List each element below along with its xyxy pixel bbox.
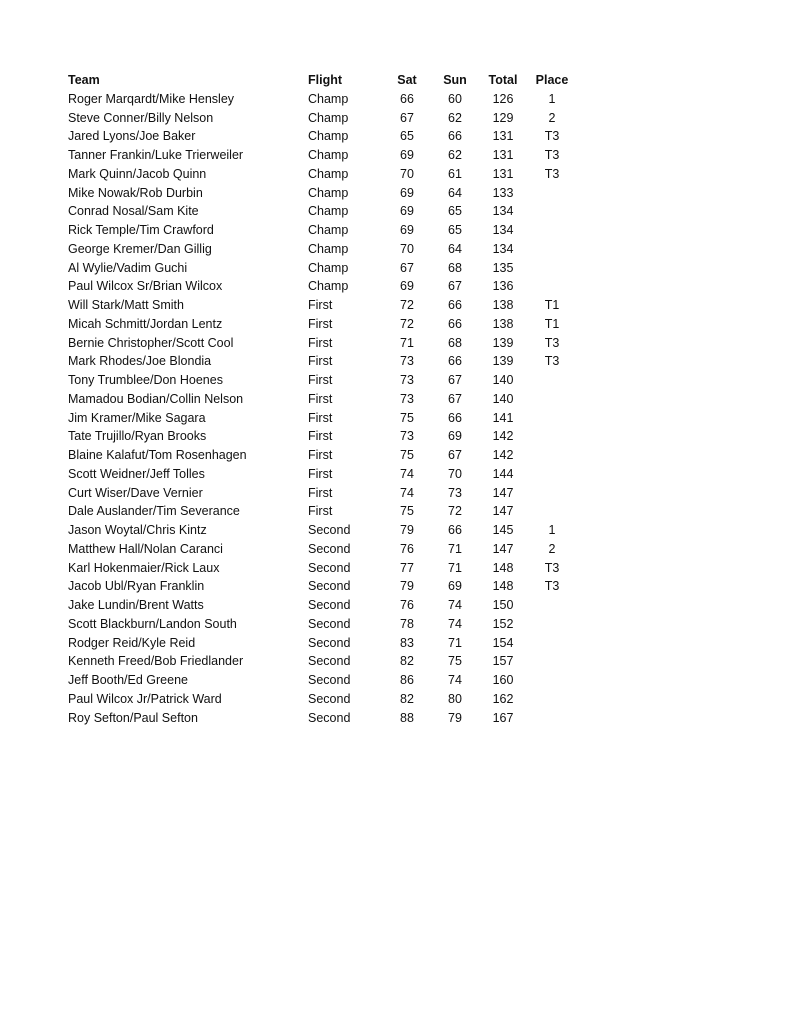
cell-place <box>532 390 572 409</box>
cell-flight: Second <box>308 673 351 687</box>
cell-sat: 67 <box>400 110 414 125</box>
cell-flight: Second <box>308 654 351 669</box>
cell-flight: Champ <box>308 129 349 144</box>
cell-sun: 71 <box>448 541 462 556</box>
cell-flight: Champ <box>308 241 349 256</box>
cell-total: 147 <box>492 485 514 500</box>
cell-sun: 66 <box>448 316 462 331</box>
cell-place <box>532 502 572 521</box>
cell-team: Mike Nowak/Rob Durbin <box>68 185 203 200</box>
table-row <box>68 559 572 578</box>
table-row <box>68 259 572 278</box>
table-row <box>68 671 572 690</box>
table-row <box>68 502 572 521</box>
cell-sun: 66 <box>448 298 462 312</box>
cell-total: 162 <box>492 691 514 706</box>
cell-place: 1 <box>548 91 556 106</box>
cell-place <box>532 259 572 278</box>
cell-place: T3 <box>544 166 560 181</box>
table-row <box>68 109 572 128</box>
table-row <box>68 146 572 165</box>
cell-flight: First <box>308 448 333 462</box>
cell-sun: 67 <box>448 373 462 387</box>
table-row <box>68 277 572 296</box>
cell-sat: 86 <box>400 673 414 687</box>
table-row <box>68 409 572 428</box>
header-sat: Sat <box>397 73 417 87</box>
table-row <box>68 202 572 221</box>
cell-sat: 73 <box>400 373 414 387</box>
cell-flight: First <box>308 335 333 350</box>
cell-sat: 75 <box>400 504 414 519</box>
cell-sat: 70 <box>400 241 414 256</box>
cell-sun: 69 <box>448 579 462 594</box>
cell-sun: 64 <box>448 241 462 256</box>
cell-sun: 75 <box>448 654 462 669</box>
cell-team: Tanner Frankin/Luke Trierweiler <box>68 148 244 162</box>
cell-total: 140 <box>492 391 514 406</box>
cell-flight: Second <box>308 710 351 725</box>
cell-place: T3 <box>544 354 560 369</box>
cell-flight: First <box>308 316 333 331</box>
cell-sun: 79 <box>448 710 462 725</box>
table-row <box>68 446 572 465</box>
cell-flight: Second <box>308 616 351 631</box>
cell-sat: 73 <box>400 391 414 406</box>
cell-flight: Champ <box>308 185 349 200</box>
cell-place <box>532 409 572 428</box>
cell-sat: 72 <box>400 316 414 331</box>
cell-place: T3 <box>544 579 560 594</box>
cell-total: 134 <box>492 204 514 219</box>
cell-place <box>532 690 572 709</box>
cell-total: 131 <box>492 148 514 162</box>
cell-place <box>532 465 572 484</box>
table-row <box>68 465 572 484</box>
cell-team: Jason Woytal/Chris Kintz <box>68 523 207 537</box>
cell-sun: 71 <box>448 560 462 575</box>
cell-team: Dale Auslander/Tim Severance <box>68 504 240 519</box>
cell-sun: 67 <box>448 279 462 294</box>
table-row <box>68 184 572 203</box>
cell-sat: 67 <box>400 260 414 275</box>
cell-team: Al Wylie/Vadim Guchi <box>68 260 188 275</box>
cell-flight: First <box>308 504 333 519</box>
header-total: Total <box>488 73 518 87</box>
cell-sat: 69 <box>400 185 414 200</box>
cell-flight: Champ <box>308 166 349 181</box>
header-row <box>68 71 572 90</box>
cell-sun: 62 <box>448 148 462 162</box>
cell-sun: 70 <box>448 466 462 481</box>
table-row <box>68 652 572 671</box>
cell-sun: 66 <box>448 410 462 425</box>
cell-total: 139 <box>492 354 514 369</box>
cell-team: Scott Weidner/Jeff Tolles <box>68 466 205 481</box>
cell-flight: Second <box>308 579 351 594</box>
cell-sun: 71 <box>448 635 462 650</box>
table-row <box>68 596 572 615</box>
cell-place <box>532 615 572 634</box>
cell-team: Kenneth Freed/Bob Friedlander <box>68 654 244 669</box>
cell-place: T3 <box>544 148 560 162</box>
table-row <box>68 634 572 653</box>
cell-sun: 69 <box>448 429 462 444</box>
cell-team: Jacob Ubl/Ryan Franklin <box>68 579 205 594</box>
cell-total: 134 <box>492 223 514 237</box>
cell-team: Paul Wilcox Jr/Patrick Ward <box>68 691 222 706</box>
cell-team: Matthew Hall/Nolan Caranci <box>68 541 223 556</box>
table-row <box>68 521 572 540</box>
cell-sun: 67 <box>448 391 462 406</box>
cell-sat: 72 <box>400 298 414 312</box>
cell-sat: 79 <box>400 523 414 537</box>
cell-team: Tony Trumblee/Don Hoenes <box>68 373 223 387</box>
cell-sat: 75 <box>400 448 414 462</box>
cell-sat: 69 <box>400 279 414 294</box>
cell-team: Rodger Reid/Kyle Reid <box>68 635 196 650</box>
cell-sat: 73 <box>400 354 414 369</box>
cell-team: George Kremer/Dan Gillig <box>68 241 212 256</box>
cell-sun: 73 <box>448 485 462 500</box>
cell-team: Jim Kramer/Mike Sagara <box>68 410 206 425</box>
cell-sat: 83 <box>400 635 414 650</box>
cell-flight: First <box>308 373 333 387</box>
cell-total: 167 <box>492 710 514 725</box>
cell-sun: 68 <box>448 335 462 350</box>
cell-team: Rick Temple/Tim Crawford <box>68 223 214 237</box>
cell-sat: 73 <box>400 429 414 444</box>
cell-flight: Champ <box>308 204 349 219</box>
table-row <box>68 296 572 315</box>
cell-sun: 72 <box>448 504 462 519</box>
cell-place <box>532 277 572 296</box>
cell-flight: Second <box>308 598 351 612</box>
cell-team: Scott Blackburn/Landon South <box>68 616 237 631</box>
cell-sat: 70 <box>400 166 414 181</box>
cell-flight: Champ <box>308 110 349 125</box>
cell-team: Will Stark/Matt Smith <box>68 298 184 312</box>
cell-total: 145 <box>492 523 514 537</box>
cell-sat: 74 <box>400 466 414 481</box>
cell-sun: 65 <box>448 223 462 237</box>
cell-total: 141 <box>492 410 514 425</box>
cell-place <box>532 371 572 390</box>
cell-team: Karl Hokenmaier/Rick Laux <box>68 560 220 575</box>
cell-team: Jared Lyons/Joe Baker <box>68 129 196 144</box>
cell-place: T3 <box>544 129 560 144</box>
cell-total: 150 <box>492 598 514 612</box>
cell-total: 138 <box>492 316 514 331</box>
table-row <box>68 90 572 109</box>
cell-sun: 60 <box>448 91 462 106</box>
cell-flight: First <box>308 354 333 369</box>
cell-total: 138 <box>492 298 514 312</box>
cell-flight: Champ <box>308 91 349 106</box>
cell-total: 147 <box>492 541 514 556</box>
cell-total: 129 <box>492 110 514 125</box>
cell-sat: 71 <box>400 335 414 350</box>
cell-team: Steve Conner/Billy Nelson <box>68 110 214 125</box>
table-row <box>68 334 572 353</box>
cell-sun: 62 <box>448 110 462 125</box>
cell-sat: 76 <box>400 598 414 612</box>
cell-place <box>532 240 572 259</box>
cell-sun: 66 <box>448 523 462 537</box>
cell-place: 1 <box>548 523 556 537</box>
cell-total: 142 <box>492 429 514 444</box>
cell-place <box>532 596 572 615</box>
cell-place: 2 <box>548 110 556 125</box>
cell-team: Conrad Nosal/Sam Kite <box>68 204 199 219</box>
table-row <box>68 127 572 146</box>
cell-total: 140 <box>492 373 514 387</box>
cell-sun: 67 <box>448 448 462 462</box>
cell-total: 148 <box>492 579 514 594</box>
cell-flight: Second <box>308 541 351 556</box>
cell-team: Micah Schmitt/Jordan Lentz <box>68 316 223 331</box>
cell-sat: 69 <box>400 148 414 162</box>
table-row <box>68 690 572 709</box>
cell-sat: 76 <box>400 541 414 556</box>
table-row <box>68 221 572 240</box>
cell-team: Blaine Kalafut/Tom Rosenhagen <box>68 448 247 462</box>
cell-place <box>532 634 572 653</box>
cell-total: 154 <box>492 635 514 650</box>
cell-flight: Champ <box>308 260 349 275</box>
cell-total: 131 <box>492 166 514 181</box>
cell-total: 136 <box>492 279 514 294</box>
table-row <box>68 315 572 334</box>
cell-flight: Champ <box>308 223 349 237</box>
cell-total: 144 <box>492 466 514 481</box>
cell-sat: 79 <box>400 579 414 594</box>
cell-total: 148 <box>492 560 514 575</box>
cell-sat: 69 <box>400 223 414 237</box>
table-header <box>68 71 572 90</box>
table-row <box>68 484 572 503</box>
cell-total: 135 <box>492 260 514 275</box>
cell-team: Jake Lundin/Brent Watts <box>68 598 204 612</box>
cell-flight: Second <box>308 691 351 706</box>
cell-place <box>532 671 572 690</box>
cell-total: 142 <box>492 448 514 462</box>
cell-place <box>532 484 572 503</box>
header-place: Place <box>535 73 569 87</box>
table-row <box>68 540 572 559</box>
results-table <box>68 71 572 727</box>
table-row <box>68 352 572 371</box>
cell-team: Roy Sefton/Paul Sefton <box>68 710 198 725</box>
cell-sun: 64 <box>448 185 462 200</box>
cell-total: 147 <box>492 504 514 519</box>
cell-place: T1 <box>544 298 560 312</box>
cell-place: 2 <box>548 541 556 556</box>
cell-place <box>532 202 572 221</box>
cell-place <box>532 709 572 728</box>
cell-flight: First <box>308 485 333 500</box>
cell-total: 152 <box>492 616 514 631</box>
cell-sun: 74 <box>448 616 462 631</box>
cell-sun: 68 <box>448 260 462 275</box>
cell-flight: Second <box>308 523 351 537</box>
cell-place <box>532 221 572 240</box>
cell-sat: 66 <box>400 91 414 106</box>
header-team: Team <box>68 73 100 87</box>
cell-total: 160 <box>492 673 514 687</box>
cell-sat: 69 <box>400 204 414 219</box>
cell-flight: First <box>308 429 333 444</box>
cell-sat: 74 <box>400 485 414 500</box>
cell-place: T1 <box>544 316 560 331</box>
cell-flight: Champ <box>308 279 349 294</box>
cell-sun: 74 <box>448 598 462 612</box>
table-body <box>68 90 572 728</box>
cell-sat: 82 <box>400 691 414 706</box>
cell-flight: First <box>308 298 333 312</box>
cell-sun: 65 <box>448 204 462 219</box>
table-row <box>68 240 572 259</box>
cell-total: 157 <box>492 654 514 669</box>
table-row <box>68 427 572 446</box>
cell-sat: 78 <box>400 616 414 631</box>
cell-flight: First <box>308 391 333 406</box>
table-row <box>68 615 572 634</box>
cell-flight: Champ <box>308 148 349 162</box>
cell-flight: First <box>308 466 333 481</box>
header-flight: Flight <box>308 73 343 87</box>
cell-sun: 66 <box>448 129 462 144</box>
cell-sat: 75 <box>400 410 414 425</box>
cell-team: Paul Wilcox Sr/Brian Wilcox <box>68 279 223 294</box>
cell-flight: Second <box>308 635 351 650</box>
cell-flight: Second <box>308 560 351 575</box>
cell-team: Mark Quinn/Jacob Quinn <box>68 166 207 181</box>
cell-team: Jeff Booth/Ed Greene <box>68 673 188 687</box>
cell-sat: 82 <box>400 654 414 669</box>
cell-team: Bernie Christopher/Scott Cool <box>68 335 234 350</box>
cell-place <box>532 652 572 671</box>
table-row <box>68 371 572 390</box>
cell-total: 131 <box>492 129 514 144</box>
cell-total: 133 <box>492 185 514 200</box>
cell-total: 139 <box>492 335 514 350</box>
cell-place: T3 <box>544 560 560 575</box>
cell-place: T3 <box>544 335 560 350</box>
cell-team: Curt Wiser/Dave Vernier <box>68 485 203 500</box>
cell-team: Tate Trujillo/Ryan Brooks <box>68 429 207 444</box>
table-row <box>68 709 572 728</box>
cell-total: 134 <box>492 241 514 256</box>
table-row <box>68 165 572 184</box>
cell-total: 126 <box>492 91 514 106</box>
header-sun: Sun <box>443 73 467 87</box>
cell-place <box>532 446 572 465</box>
cell-team: Mark Rhodes/Joe Blondia <box>68 354 212 369</box>
cell-sun: 66 <box>448 354 462 369</box>
cell-sun: 74 <box>448 673 462 687</box>
cell-sat: 77 <box>400 560 414 575</box>
cell-place <box>532 184 572 203</box>
table-row <box>68 390 572 409</box>
cell-sun: 80 <box>448 691 462 706</box>
table-row <box>68 577 572 596</box>
cell-flight: First <box>308 410 333 425</box>
cell-team: Mamadou Bodian/Collin Nelson <box>68 391 244 406</box>
cell-team: Roger Marqardt/Mike Hensley <box>68 91 235 106</box>
cell-sat: 88 <box>400 710 414 725</box>
cell-sat: 65 <box>400 129 414 144</box>
cell-sun: 61 <box>448 166 462 181</box>
cell-place <box>532 427 572 446</box>
